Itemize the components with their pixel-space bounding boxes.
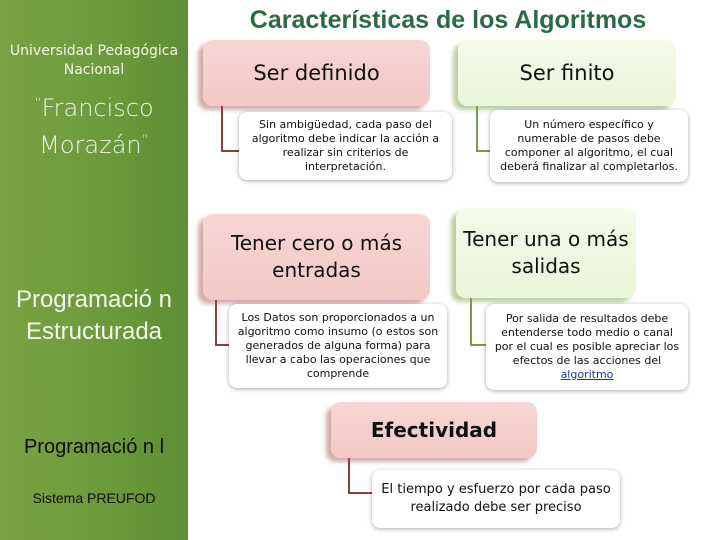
card-salidas-heading: [456, 208, 636, 298]
course-title: Programació n Estructurada: [15, 286, 173, 345]
salidas-description-prefix: Por salida de resultados debe entenderse todo medio o canal por el cual es posible apreciar los efectos de las acciones del: [494, 312, 680, 367]
card-efectividad-heading: [331, 402, 537, 458]
card-definido-description: [239, 112, 452, 180]
card-entradas-heading: [203, 214, 430, 300]
card-efectividad-description-text: El tiempo y esfuerzo por cada paso realizado debe ser preciso: [381, 482, 611, 515]
card-entradas-heading-text: Tener cero o más entradas: [230, 231, 403, 282]
card-definido-description-text: Sin ambigüedad, cada paso del algoritmo debe indicar la acción a realizar sin criterios de interpretación.: [251, 118, 440, 173]
connector-definido: [221, 106, 241, 152]
open-quote: “: [34, 96, 42, 112]
card-finito-description: [490, 110, 688, 182]
card-finito-description-text: Un número específico y numerable de pasos debe componer al algoritmo, el cual deberá finalizar al completarlos.: [500, 118, 678, 173]
card-salidas-heading-text: Tener una o más salidas: [463, 227, 629, 278]
card-finito-heading-text: Ser finito: [519, 61, 615, 85]
card-salidas-description-text: [494, 312, 680, 382]
university-subtitle: [0, 88, 188, 162]
card-definido-heading: [203, 40, 430, 106]
card-definido-heading-text: Ser definido: [253, 61, 380, 85]
connector-efectividad: [348, 458, 374, 494]
francisco-morazan: Francisco Morazán: [39, 94, 154, 159]
card-entradas-description-text: Los Datos son proporcionados a un algoritmo como insumo (o estos son generados de alguna forma) para llevar a cabo las operaciones que comprende: [237, 311, 439, 380]
card-salidas-description: [486, 304, 688, 390]
course-subtitle: Programació n l: [23, 436, 165, 458]
card-finito-heading: [458, 40, 676, 106]
university-name: Universidad Pedagógica Nacional: [9, 43, 179, 78]
card-entradas-description: [229, 304, 447, 388]
card-efectividad-heading-text: Efectividad: [370, 418, 498, 442]
system-name: Sistema PREUFOD: [32, 490, 156, 506]
card-efectividad-description: [372, 470, 620, 528]
close-quote: ”: [141, 133, 149, 149]
algoritmo-link[interactable]: algoritmo: [560, 368, 614, 381]
left-sidebar: [0, 0, 188, 540]
page-title: Características de los Algoritmos: [249, 6, 647, 34]
